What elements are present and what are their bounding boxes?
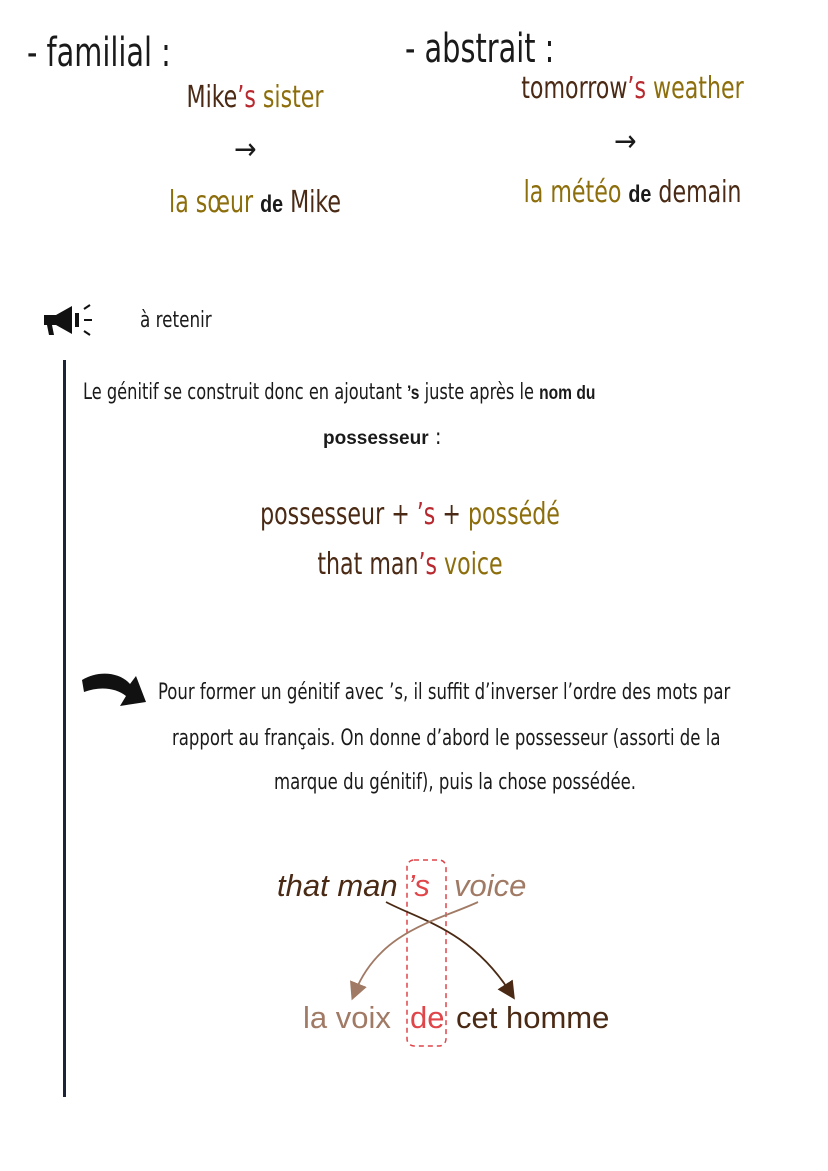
familial-en-owned: sister	[255, 80, 324, 115]
formula-plus-2: +	[435, 497, 468, 532]
diagram-fr-owned: la voix	[303, 1000, 391, 1035]
tip-line-1: Pour former un génitif avec ’s, il suffit d’inverser l’ordre des mots par	[158, 680, 731, 705]
retenir-label: à retenir	[140, 308, 212, 333]
formula-mark: ’s	[416, 497, 436, 532]
abstrait-en-owner: tomorrow	[521, 71, 628, 106]
familial-heading: - familial :	[27, 30, 171, 76]
formula-example-mark: ’s	[418, 547, 438, 582]
rule-text-part1: Le génitif se construit donc en ajoutant	[83, 380, 408, 405]
formula-owned: possédé	[467, 497, 560, 532]
diagram-en-owner: that man	[277, 868, 398, 903]
rule-bold-1: nom du	[539, 383, 596, 404]
rule-bold-2: possesseur	[323, 428, 429, 449]
diagram-en-mark: ’s	[408, 868, 430, 903]
diagram-fr-de: de	[410, 1000, 445, 1035]
rule-mark: ’s	[407, 383, 420, 404]
abstrait-fr-owner: demain	[651, 175, 742, 210]
familial-arrow: →	[234, 132, 257, 167]
diagram-arrow-owner	[386, 902, 510, 992]
abstrait-arrow: →	[614, 124, 637, 159]
abstrait-en-mark: ’s	[627, 71, 646, 106]
diagram-fr-owner: cet homme	[456, 1000, 610, 1035]
familial-fr-owned: la sœur	[169, 185, 261, 220]
formula-example-owned: voice	[437, 547, 503, 582]
formula-example-owner: that man	[317, 547, 419, 582]
rule-text-part3: :	[428, 425, 442, 450]
tip-line-2: rapport au français. On donne d’abord le possesseur (assorti de la	[172, 726, 721, 751]
rule-text-part2: juste après le	[419, 380, 540, 405]
abstrait-fr-de: de	[628, 181, 652, 208]
familial-en-owner: Mike	[186, 80, 238, 115]
abstrait-en-owned: weather	[645, 71, 744, 106]
familial-fr-de: de	[260, 191, 284, 218]
formula-plus-1: +	[384, 497, 417, 532]
abstrait-fr-owned: la météo	[523, 175, 629, 210]
formula-owner: possesseur	[260, 497, 385, 532]
abstrait-heading: - abstrait :	[405, 26, 555, 72]
tip-line-3: marque du génitif), puis la chose possédée.	[274, 770, 637, 795]
familial-en-mark: ’s	[237, 80, 256, 115]
diagram-mark-box	[407, 860, 446, 1046]
diagram-en-owned: voice	[454, 868, 527, 903]
familial-fr-owner: Mike	[283, 185, 341, 220]
